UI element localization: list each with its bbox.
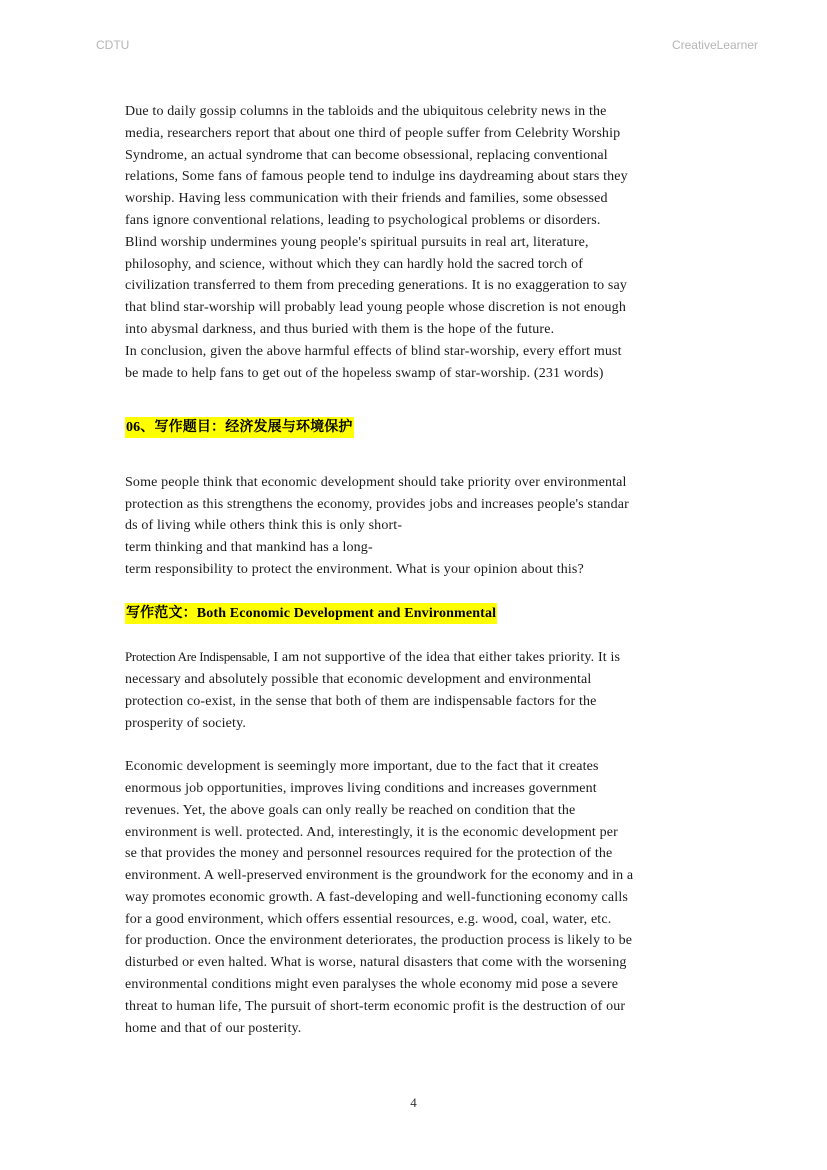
paragraph-star-worship — [125, 101, 703, 384]
text-line: protection as this strengthens the economy, provides jobs and increases people's standar — [125, 496, 629, 512]
text-line: home and that of our posterity. — [125, 1020, 302, 1036]
text-line: environment is well. protected. And, interestingly, it is the economic development per — [125, 824, 618, 840]
text-line: civilization transferred to them from preceding generations. It is no exaggeration to say — [125, 278, 628, 294]
text-line: prosperity of society. — [125, 715, 246, 731]
text-line: necessary and absolutely possible that economic development and environmental — [125, 671, 592, 687]
text-line: for production. Once the environment deteriorates, the production process is likely to be — [125, 933, 633, 949]
text-line: for a good environment, which offers essential resources, e.g. wood, coal, water, etc. — [125, 911, 612, 927]
header-right-text: CreativeLearner — [671, 38, 758, 52]
text-line: Some people think that economic development should take priority over environmental — [125, 474, 627, 490]
section-heading-topic: 06、写作题目：经济发展与环境保护 — [125, 417, 354, 438]
text-line: ds of living while others think this is only short- — [125, 518, 403, 534]
text-line: Economic development is seemingly more important, due to the fact that it creates — [125, 759, 599, 775]
text-line: enormous job opportunities, improves living conditions and increases government — [125, 780, 597, 796]
text-line: Blind worship undermines young people's spiritual pursuits in real art, literature, — [125, 234, 589, 250]
document-body — [125, 101, 703, 1039]
page-number: 4 — [410, 1095, 417, 1110]
text-line: fans ignore conventional relations, leading to psychological problems or disorders. — [125, 212, 601, 228]
text-line: Due to daily gossip columns in the tabloids and the ubiquitous celebrity news in the — [125, 104, 607, 119]
text-line: worship. Having less communication with their friends and families, some obsessed — [125, 191, 608, 207]
text-line: environment. A well-preserved environment is the groundwork for the economy and in a — [125, 868, 634, 884]
text-line: disturbed or even halted. What is worse, natural disasters that come with the worsening — [125, 955, 627, 971]
text-line: Syndrome, an actual syndrome that can become obsessional, replacing conventional — [125, 147, 608, 163]
text-line: revenues. Yet, the above goals can only really be reached on condition that the — [125, 802, 576, 818]
title-continuation: Protection Are Indispensable, — [125, 649, 270, 665]
text-line: be made to help fans to get out of the hopeless swamp of star-worship. (231 words) — [125, 365, 604, 381]
text-line: term thinking and that mankind has a long- — [125, 540, 373, 556]
paragraph-sample-body — [125, 756, 703, 1039]
text-line: way promotes economic growth. A fast-developing and well-functioning economy calls — [125, 889, 628, 905]
header-left-text: CDTU — [96, 38, 130, 52]
text-line: threat to human life, The pursuit of short-term economic profit is the destruction of our — [125, 998, 626, 1014]
text-line: protection co-exist, in the sense that both of them are indispensable factors for the — [125, 693, 597, 709]
text-segment: I am not supportive of the idea that either takes priority. It is — [269, 650, 621, 666]
text-line: environmental conditions might even paralyses the whole economy mid pose a severe — [125, 977, 619, 993]
text-line: relations, Some fans of famous people tend to indulge ins daydreaming about stars they — [125, 169, 628, 185]
text-line: term responsibility to protect the environment. What is your opinion about this? — [125, 561, 584, 577]
text-line — [125, 646, 703, 669]
text-line: se that provides the money and personnel resources required for the protection of the — [125, 846, 613, 862]
text-line: media, researchers report that about one third of people suffer from Celebrity Worship — [125, 125, 621, 141]
paragraph-prompt — [125, 472, 703, 581]
section-heading-sample: 写作范文：Both Economic Development and Environmental — [125, 603, 497, 624]
paragraph-sample-intro — [125, 646, 703, 734]
text-line: into abysmal darkness, and thus buried with them is the hope of the future. — [125, 321, 555, 337]
text-line: philosophy, and science, without which they can hardly hold the sacred torch of — [125, 256, 584, 272]
text-line: that blind star-worship will probably lead young people whose discretion is not enough — [125, 300, 626, 316]
text-line: In conclusion, given the above harmful effects of blind star-worship, every effort must — [125, 343, 622, 359]
